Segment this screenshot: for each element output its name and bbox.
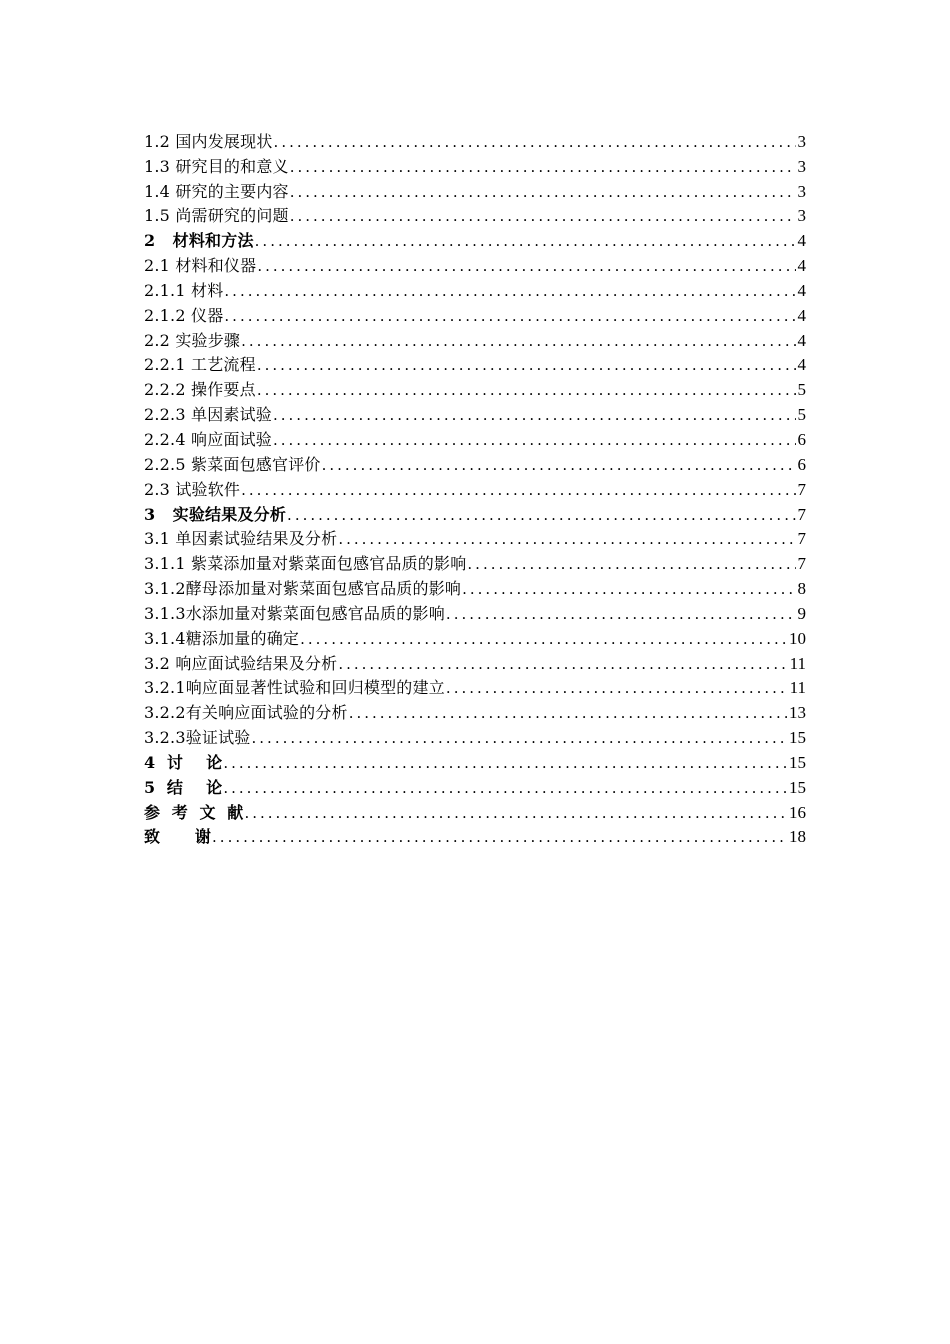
toc-entry[interactable]	[144, 251, 806, 276]
toc-entry-page-number: 3	[797, 181, 806, 201]
toc-entry[interactable]	[144, 624, 806, 649]
toc-entry-label: 2.1.2 仪器	[144, 305, 224, 325]
toc-entry-label: 5 结 论	[144, 777, 223, 797]
toc-dot-leader	[273, 430, 796, 450]
toc-entry-page-number: 9	[797, 603, 806, 623]
toc-entry-label: 2.2.5 紫菜面包感官评价	[144, 454, 321, 474]
toc-entry-label: 2.2.2 操作要点	[144, 380, 256, 400]
toc-entry[interactable]	[144, 748, 806, 773]
toc-dot-leader	[223, 753, 787, 773]
toc-entry-label: 3.1 单因素试验结果及分析	[144, 529, 338, 549]
toc-entry[interactable]	[144, 475, 806, 500]
toc-dot-leader	[290, 206, 796, 226]
toc-dot-leader	[257, 256, 795, 276]
toc-entry-page-number: 3	[797, 206, 806, 226]
toc-entry-label: 2.2.3 单因素试验	[144, 405, 272, 425]
toc-entry-label: 4 讨 论	[144, 752, 223, 772]
toc-entry-label: 3.1.2酵母添加量对紫菜面包感官品质的影响	[144, 579, 462, 599]
toc-entry-page-number: 7	[797, 554, 806, 574]
toc-entry-label: 3.1.3水添加量对紫菜面包感官品质的影响	[144, 603, 445, 623]
toc-entry[interactable]	[144, 276, 806, 301]
toc-entry-page-number: 4	[797, 355, 806, 375]
toc-entry-page-number: 5	[797, 405, 806, 425]
toc-entry[interactable]	[144, 525, 806, 550]
toc-entry-page-number: 3	[797, 156, 806, 176]
toc-dot-leader	[224, 281, 795, 301]
toc-entry-label: 3.2 响应面试验结果及分析	[144, 653, 338, 673]
toc-entry[interactable]	[144, 326, 806, 351]
toc-entry-page-number: 4	[797, 280, 806, 300]
toc-entry-label: 3.2.3验证试验	[144, 728, 251, 748]
toc-entry-page-number: 4	[797, 256, 806, 276]
toc-dot-leader	[224, 306, 795, 326]
toc-entry[interactable]	[144, 500, 806, 525]
toc-entry-page-number: 7	[797, 504, 806, 524]
toc-entry[interactable]	[144, 798, 806, 823]
toc-dot-leader	[257, 380, 796, 400]
toc-entry-page-number: 4	[797, 330, 806, 350]
toc-dot-leader	[241, 480, 795, 500]
toc-entry-page-number: 15	[789, 777, 806, 797]
toc-entry[interactable]	[144, 177, 806, 202]
toc-entry[interactable]	[144, 599, 806, 624]
toc-entry[interactable]	[144, 226, 806, 251]
toc-entry-page-number: 7	[797, 529, 806, 549]
toc-entry[interactable]	[144, 773, 806, 798]
toc-entry-label: 3.1.4糖添加量的确定	[144, 628, 300, 648]
toc-entry-page-number: 11	[789, 678, 806, 698]
toc-entry-label: 2.1.1 材料	[144, 280, 224, 300]
toc-entry-label: 1.2 国内发展现状	[144, 131, 273, 151]
toc-entry-label: 参 考 文 献	[144, 802, 244, 822]
toc-dot-leader	[338, 529, 795, 549]
toc-dot-leader	[223, 778, 787, 798]
toc-entry-label: 1.3 研究目的和意义	[144, 156, 289, 176]
toc-entry-label: 致 谢	[144, 827, 212, 847]
toc-entry[interactable]	[144, 649, 806, 674]
toc-entry[interactable]	[144, 549, 806, 574]
toc-dot-leader	[290, 182, 796, 202]
toc-dot-leader	[212, 827, 787, 847]
toc-entry-page-number: 10	[789, 628, 806, 648]
toc-dot-leader	[273, 405, 796, 425]
toc-dot-leader	[446, 678, 788, 698]
toc-entry[interactable]	[144, 723, 806, 748]
toc-entry-page-number: 15	[789, 752, 806, 772]
toc-entry-label: 2 材料和方法	[144, 231, 254, 251]
toc-entry-page-number: 4	[797, 305, 806, 325]
toc-entry[interactable]	[144, 574, 806, 599]
toc-dot-leader	[241, 331, 795, 351]
toc-entry-label: 2.3 试验软件	[144, 479, 241, 499]
toc-entry-page-number: 13	[789, 703, 806, 723]
toc-entry[interactable]	[144, 823, 806, 848]
toc-dot-leader	[467, 554, 795, 574]
toc-entry[interactable]	[144, 450, 806, 475]
toc-entry-page-number: 7	[797, 479, 806, 499]
table-of-contents	[144, 127, 806, 847]
toc-entry[interactable]	[144, 301, 806, 326]
toc-dot-leader	[338, 654, 787, 674]
toc-entry[interactable]	[144, 127, 806, 152]
toc-entry[interactable]	[144, 698, 806, 723]
toc-entry-label: 2.2 实验步骤	[144, 330, 241, 350]
toc-dot-leader	[287, 505, 795, 525]
toc-entry-page-number: 16	[789, 802, 806, 822]
toc-entry-label: 1.5 尚需研究的问题	[144, 206, 289, 226]
toc-entry-page-number: 4	[797, 231, 806, 251]
toc-entry[interactable]	[144, 400, 806, 425]
toc-entry-page-number: 18	[789, 827, 806, 847]
toc-entry-label: 2.2.1 工艺流程	[144, 355, 256, 375]
toc-entry-label: 3.1.1 紫菜添加量对紫菜面包感官品质的影响	[144, 554, 467, 574]
toc-entry-page-number: 15	[789, 728, 806, 748]
toc-entry-label: 3.2.2有关响应面试验的分析	[144, 703, 348, 723]
toc-entry[interactable]	[144, 351, 806, 376]
toc-dot-leader	[300, 629, 787, 649]
toc-entry-page-number: 5	[797, 380, 806, 400]
toc-entry[interactable]	[144, 152, 806, 177]
toc-entry-label: 2.2.4 响应面试验	[144, 429, 272, 449]
toc-entry-page-number: 6	[797, 429, 806, 449]
toc-dot-leader	[252, 728, 787, 748]
toc-dot-leader	[274, 132, 796, 152]
toc-entry[interactable]	[144, 674, 806, 699]
toc-dot-leader	[255, 231, 796, 251]
toc-dot-leader	[290, 157, 796, 177]
toc-dot-leader	[349, 703, 787, 723]
toc-entry-label: 2.1 材料和仪器	[144, 256, 257, 276]
toc-entry-page-number: 6	[797, 454, 806, 474]
toc-dot-leader	[257, 355, 796, 375]
toc-entry-page-number: 8	[797, 579, 806, 599]
toc-entry[interactable]	[144, 375, 806, 400]
toc-dot-leader	[244, 803, 787, 823]
toc-entry[interactable]	[144, 425, 806, 450]
toc-entry-label: 1.4 研究的主要内容	[144, 181, 289, 201]
toc-entry-page-number: 11	[789, 653, 806, 673]
toc-entry-page-number: 3	[797, 131, 806, 151]
toc-entry-label: 3.2.1响应面显著性试验和回归模型的建立	[144, 678, 445, 698]
toc-dot-leader	[446, 604, 796, 624]
toc-dot-leader	[462, 579, 795, 599]
toc-entry-label: 3 实验结果及分析	[144, 504, 287, 524]
toc-dot-leader	[322, 455, 796, 475]
toc-entry[interactable]	[144, 202, 806, 227]
